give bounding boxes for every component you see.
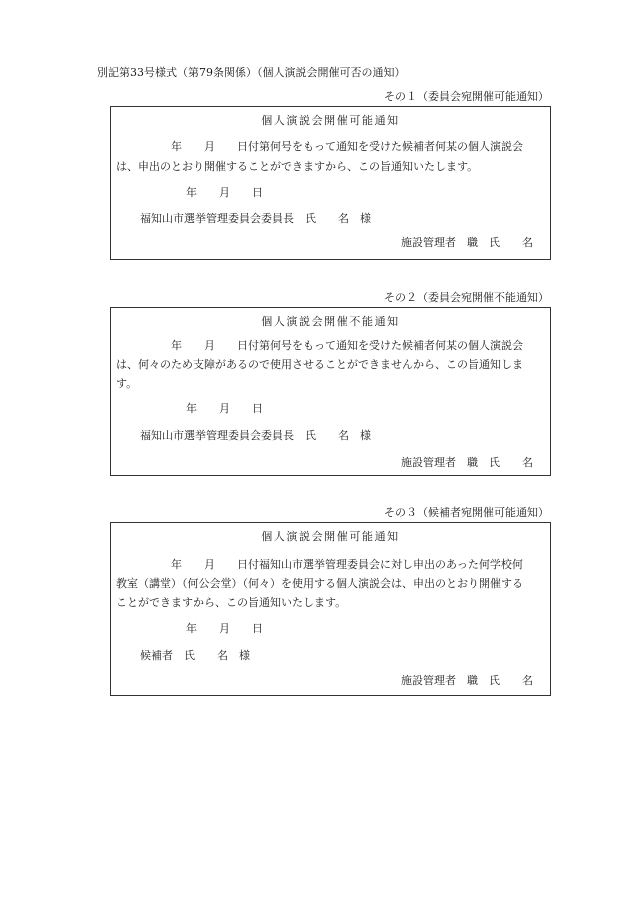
form-2-label: その２（委員会宛開催不能通知）: [384, 291, 549, 304]
form-1-label: その１（委員会宛開催可能通知）: [384, 90, 549, 103]
form-2-date: 年 月 日: [186, 402, 263, 415]
form-3-body-line: 教室（講堂）（何公会堂）（何々）を使用する個人演説会は、申出のとおり開催する: [116, 577, 523, 590]
form-2-signer: 施設管理者 職 氏 名: [401, 456, 533, 469]
form-3-signer: 施設管理者 職 氏 名: [401, 674, 533, 687]
form-2-body-line: 年 月 日付第何号をもって通知を受けた候補者何某の個人演説会: [116, 339, 523, 352]
form-1-signer: 施設管理者 職 氏 名: [401, 236, 533, 249]
form-3-date: 年 月 日: [186, 622, 263, 635]
form-3-box: [110, 522, 551, 696]
form-3-body-line: ことができますから、この旨通知いたします。: [116, 596, 347, 609]
form-2-body-line: は、何々のため支障があるので使用させることができませんから、この旨通知しま: [116, 358, 523, 371]
form-1-addressee: 福知山市選挙管理委員会委員長 氏 名 様: [140, 212, 371, 225]
form-1-date: 年 月 日: [186, 186, 263, 199]
form-2-title: 個人演説会開催不能通知: [261, 315, 400, 328]
form-1-body-line: は、申出のとおり開催することができますから、この旨通知いたします。: [116, 160, 479, 173]
form-1-body-line: 年 月 日付第何号をもって通知を受けた候補者何某の個人演説会: [116, 140, 523, 153]
document-heading: 別記第33号様式（第79条関係）（個人演説会開催可否の通知）: [97, 66, 406, 79]
form-2-body-line: す。: [116, 377, 138, 390]
form-2-box: [110, 307, 551, 476]
form-1-title: 個人演説会開催可能通知: [261, 114, 400, 127]
form-3-label: その３（候補者宛開催可能通知）: [384, 506, 549, 519]
form-3-addressee: 候補者 氏 名 様: [140, 649, 250, 662]
form-1-box: [110, 106, 551, 260]
form-3-title: 個人演説会開催可能通知: [261, 530, 400, 543]
form-3-body-line: 年 月 日付福知山市選挙管理委員会に対し申出のあった何学校何: [116, 558, 523, 571]
form-2-addressee: 福知山市選挙管理委員会委員長 氏 名 様: [140, 429, 371, 442]
